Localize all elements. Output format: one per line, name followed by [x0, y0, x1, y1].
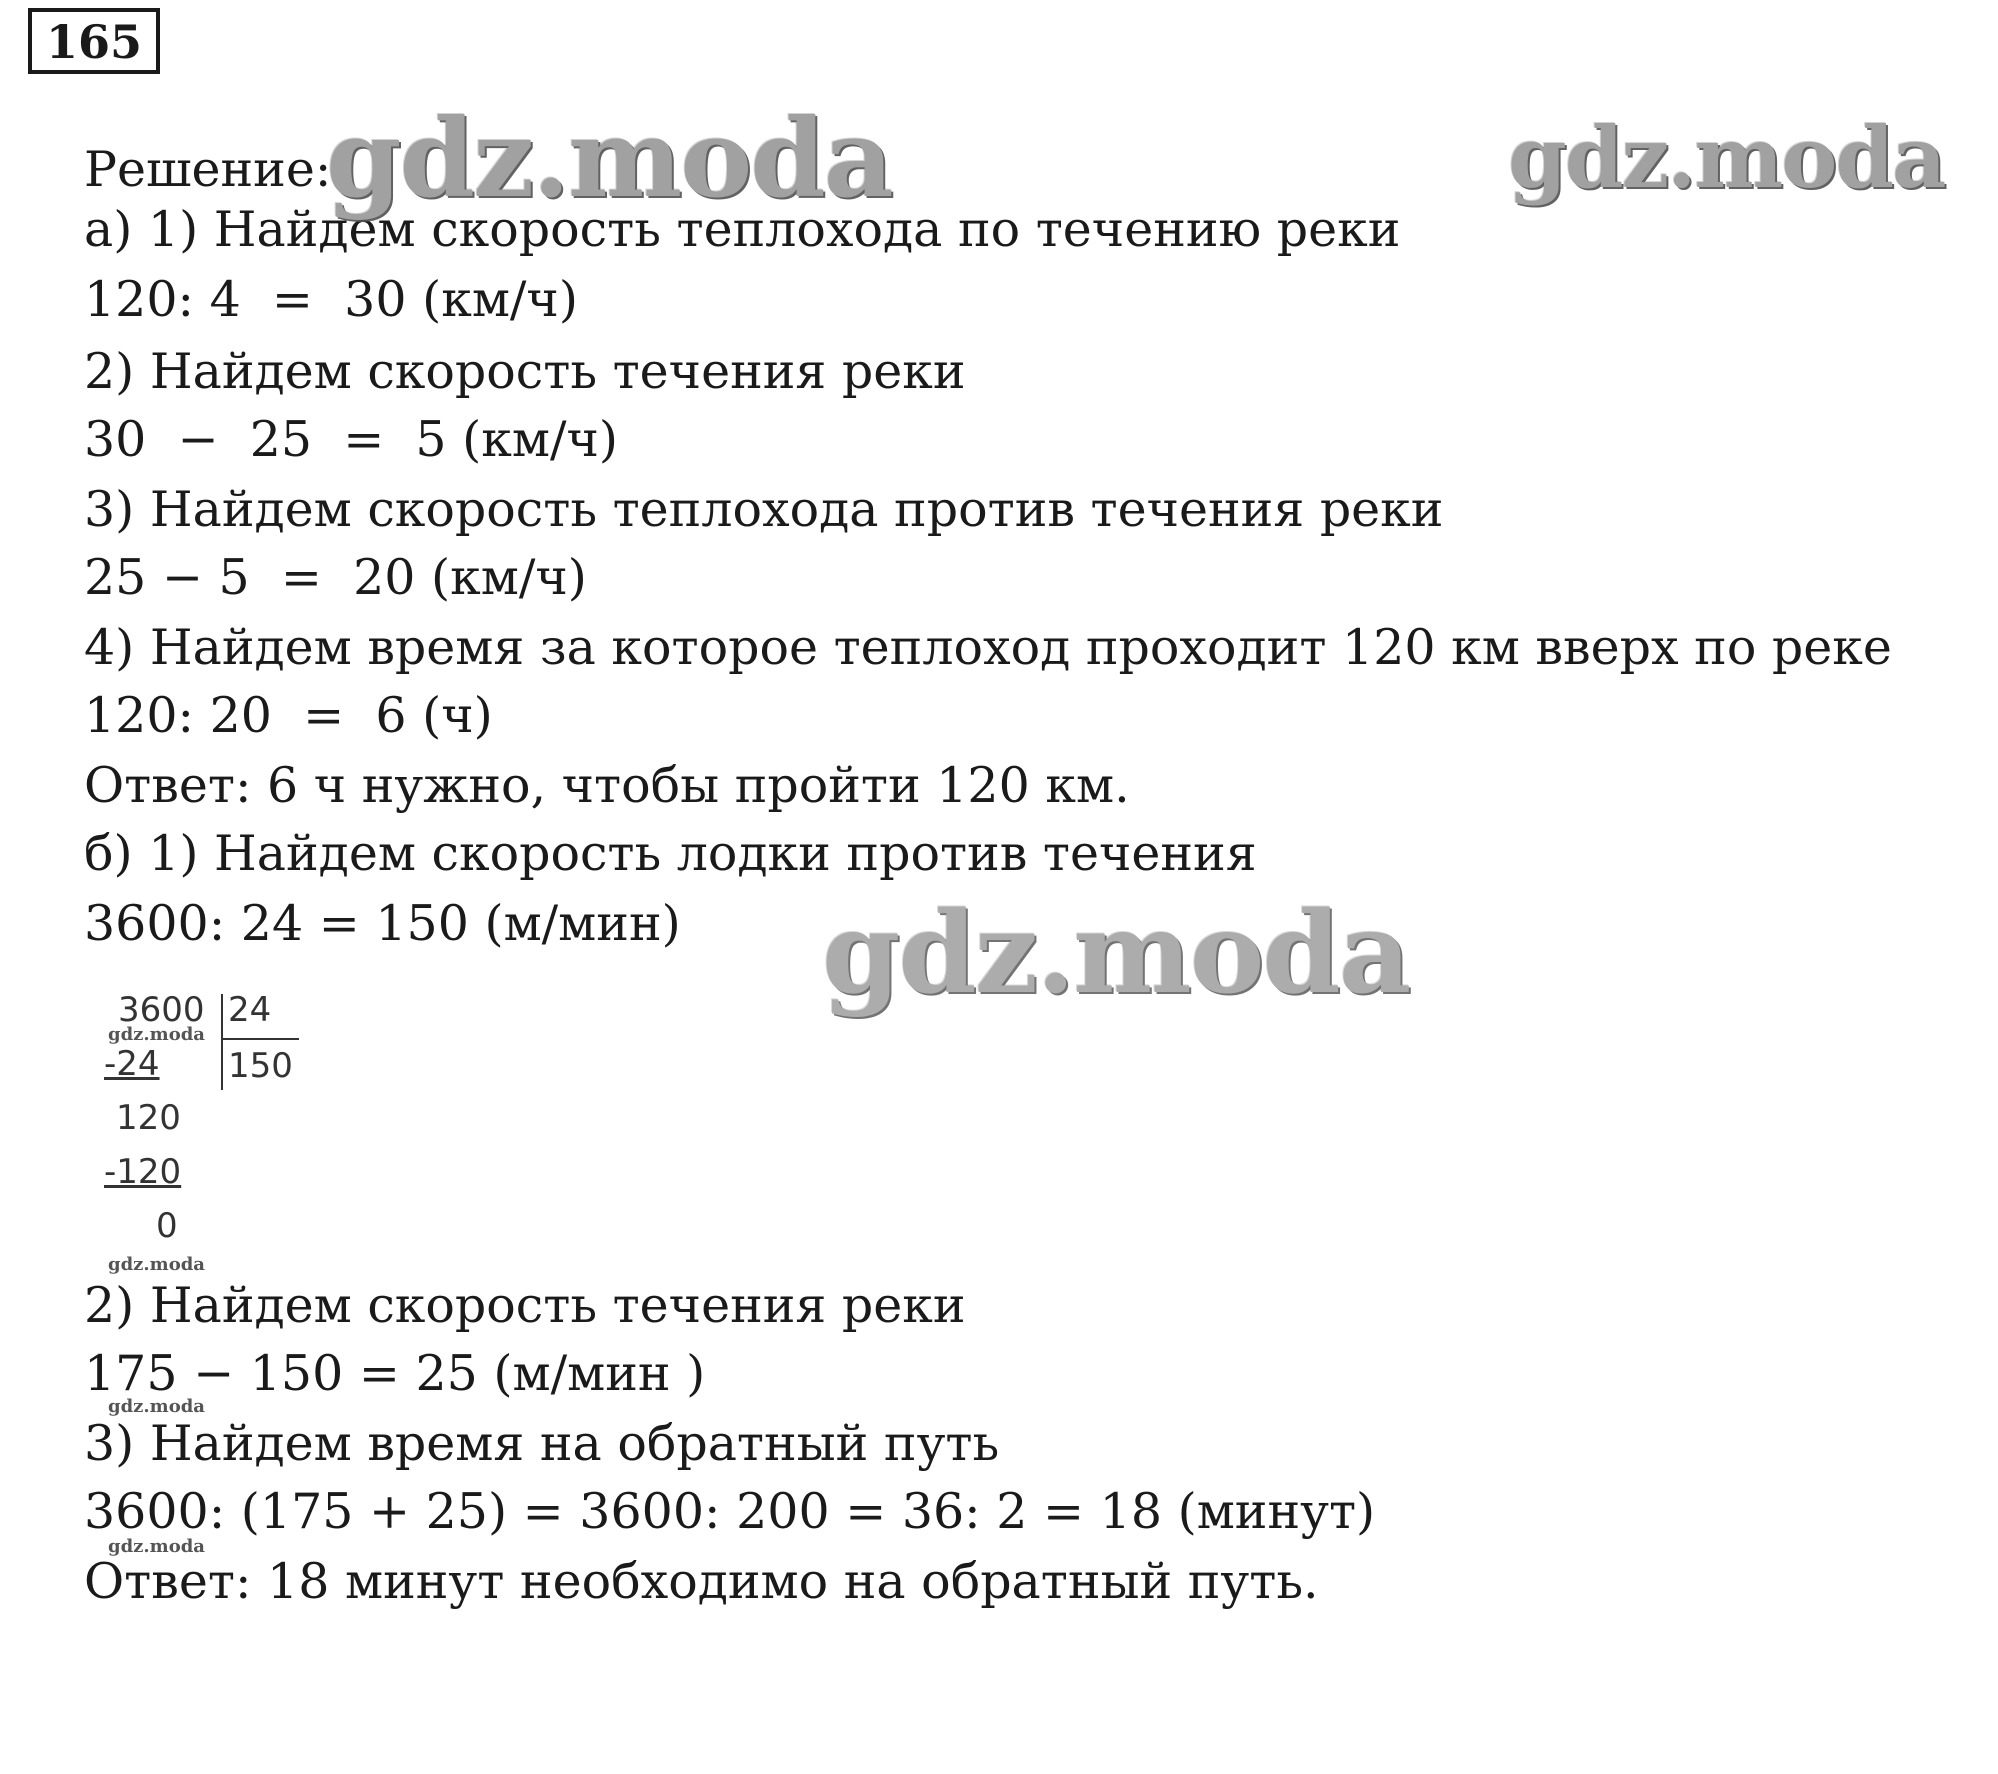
part-a-step2-text: 2) Найдем скорость течения реки: [84, 343, 966, 400]
watermark-small-2: gdz.moda: [108, 1254, 205, 1275]
watermark-small-1: gdz.moda: [108, 1024, 205, 1045]
part-b-step3-text: 3) Найдем время на обратный путь: [84, 1415, 1000, 1472]
division-step2-subtract: -120: [104, 1152, 182, 1192]
division-quotient: 150: [228, 1046, 293, 1086]
task-number: 165: [28, 8, 160, 74]
solution-label: Решение:: [84, 141, 332, 198]
watermark-small-3: gdz.moda: [108, 1396, 205, 1417]
part-b-step2-calc: 175 − 150 = 25 (м/мин ): [84, 1345, 706, 1402]
division-horizontal-bar: [221, 1038, 299, 1040]
watermark-logo-top-left: gdz.moda: [326, 96, 892, 222]
part-b-step3-calc: 3600: (175 + 25) = 3600: 200 = 36: 2 = 18 (минут): [84, 1483, 1376, 1540]
watermark-small-4: gdz.moda: [108, 1536, 205, 1557]
part-a-step4-text: 4) Найдем время за которое теплоход проходит 120 км вверх по реке: [84, 619, 1892, 676]
part-a-step3-text: 3) Найдем скорость теплохода против течения реки: [84, 481, 1444, 538]
division-vertical-bar: [221, 994, 223, 1090]
part-b-step1-calc: 3600: 24 = 150 (м/мин): [84, 895, 681, 952]
part-a-step1-calc: 120: 4 = 30 (км/ч): [84, 271, 578, 328]
part-a-answer: Ответ: 6 ч нужно, чтобы пройти 120 км.: [84, 757, 1130, 814]
watermark-logo-top-right: gdz.moda: [1508, 108, 1945, 207]
division-step1-subtract: -24: [104, 1044, 160, 1084]
part-a-step1-text: а) 1) Найдем скорость теплохода по течению реки: [84, 201, 1401, 258]
part-b-step1-text: б) 1) Найдем скорость лодки против течения: [84, 825, 1257, 882]
part-a-step4-calc: 120: 20 = 6 (ч): [84, 687, 493, 744]
part-a-step2-calc: 30 − 25 = 5 (км/ч): [84, 411, 619, 468]
part-a-step3-calc: 25 − 5 = 20 (км/ч): [84, 549, 587, 606]
watermark-logo-center: gdz.moda: [822, 888, 1410, 1019]
division-step1-remainder: 120: [116, 1098, 181, 1138]
division-dividend: 3600: [118, 990, 205, 1030]
division-divisor: 24: [228, 990, 272, 1030]
division-final-remainder: 0: [156, 1206, 178, 1246]
part-b-step2-text: 2) Найдем скорость течения реки: [84, 1277, 966, 1334]
part-b-answer: Ответ: 18 минут необходимо на обратный путь.: [84, 1553, 1319, 1610]
